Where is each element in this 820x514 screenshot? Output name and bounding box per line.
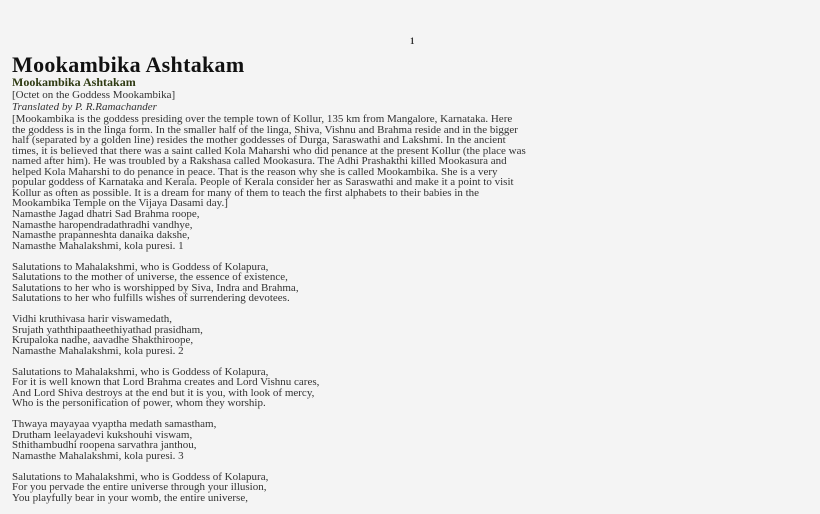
verse-line: Salutations to the mother of universe, the essence of existence, [12,271,288,283]
document-title: Mookambika Ashtakam [12,52,245,77]
stanza-translation-1 [12,262,319,304]
intro-line: popular goddess of Karnataka and Kerala. People of Kerala consider her as Saraswathi and make it a point to visit [12,176,514,188]
intro-line: named after him). He was troubled by a Rakshasa called Mookasura. The Adhi Prashakthi killed Mookasura and [12,155,507,167]
stanza-sanskrit-2 [12,314,319,356]
verse-line: Namasthe haropendradathradhi vandhye, [12,218,193,231]
intro-line: the goddess is in the linga form. In the smaller half of the linga, Shiva, Vishnu and Brahma reside and in the bigger [12,123,518,136]
verse-line: Drutham leelayadevi kukshouhi viswam, [12,428,193,441]
verse-line: You playfully bear in your womb, the entire universe, [12,491,248,504]
verse-line: Srujath yaththipaatheethiyathad prasidham, [12,323,203,336]
verse-line: Namasthe Mahalakshmi, kola puresi. 1 [12,239,184,252]
verse-line: Salutations to her who fulfills wishes of surrendering devotees. [12,292,290,304]
verse-line: Krupaloka nadhe, aavadhe Shakthiroope, [12,334,194,346]
stanza-sanskrit-3 [12,419,319,461]
translator-credit: Translated by P. R.Ramachander [12,101,157,113]
intro-line: helped Kola Maharshi to do penance in peace. That is the reason why she is called Mookambika. She is a very [12,165,498,178]
verse-line: Who is the personification of power, whom they worship. [12,397,266,409]
stanza-translation-2 [12,367,319,409]
description: [Octet on the Goddess Mookambika] [12,89,176,101]
verse-line: Salutations to Mahalakshmi, who is Goddess of Kolapura, [12,260,269,273]
verse-line: Salutations to Mahalakshmi, who is Goddess of Kolapura, [12,470,269,483]
intro-line: Mookambika Temple on the Vijaya Dasami day.] [12,197,228,209]
verses [12,209,319,514]
verse-line: Vidhi kruthivasa harir viswamedath, [12,313,173,325]
intro-line: [Mookambika is the goddess presiding over the temple town of Kollur, 135 km from Mangalore, Karnataka. Here [12,113,513,125]
intro-line: times, it is believed that there was a saint called Kola Maharshi who did penance at the present Kollur (the place was [12,144,526,157]
stanza-translation-3 [12,472,319,504]
verse-line: Salutations to her who is worshipped by Siva, Indra and Brahma, [12,281,299,294]
verse-line: Namasthe Mahalakshmi, kola puresi. 3 [12,449,184,462]
stanza-sanskrit-1 [12,209,319,251]
verse-line: For you pervade the entire universe through your illusion, [12,481,267,493]
verse-line: Namasthe Jagad dhatri Sad Brahma roope, [12,208,200,220]
intro-paragraph [12,114,812,209]
verse-line: Sthithambudhi roopena sarvathra janthou, [12,439,197,451]
verse-line: And Lord Shiva destroys at the end but it is you, with look of mercy, [12,386,315,399]
page-number: 1 [410,36,415,46]
verse-line: Thwaya mayayaa vyaptha medath samastham, [12,418,217,430]
intro-line: Kollur as often as possible. It is a dream for many of them to teach the first alphabets to their babies in the [12,186,480,199]
verse-line: Salutations to Mahalakshmi, who is Goddess of Kolapura, [12,365,269,378]
verse-line: Namasthe prapanneshta danaika dakshe, [12,229,190,241]
verse-line: Namasthe Mahalakshmi, kola puresi. 2 [12,344,184,357]
verse-line: For it is well known that Lord Brahma creates and Lord Vishnu cares, [12,376,320,388]
document-subtitle: Mookambika Ashtakam [12,75,136,89]
document-meta [12,89,175,113]
intro-line: half (separated by a golden line) resides the mother goddesses of Durga, Saraswathi and Lakshmi. In the ancient [12,134,506,146]
